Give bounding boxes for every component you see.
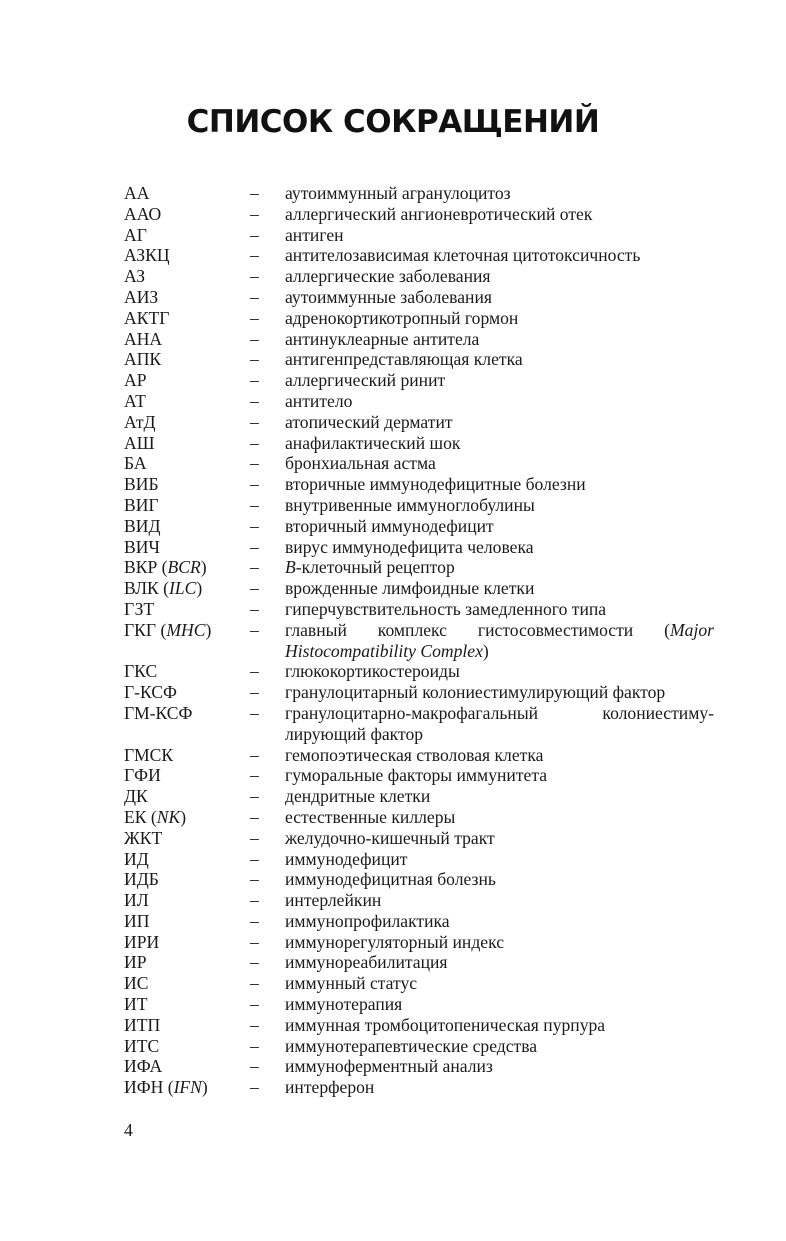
abbreviation-definition: иммунодефицитная болезнь bbox=[285, 869, 496, 890]
abbreviation-row bbox=[124, 474, 714, 495]
dash-separator: – bbox=[250, 973, 259, 994]
abbreviation-row bbox=[124, 412, 714, 433]
abbreviation-row bbox=[124, 765, 714, 786]
abbreviation-definition: иммунодефицит bbox=[285, 848, 408, 869]
abbreviation-definition: B-клеточный рецептор bbox=[285, 557, 455, 578]
dash-separator: – bbox=[250, 890, 259, 911]
abbreviation-term: ГКС bbox=[124, 661, 158, 682]
dash-separator: – bbox=[250, 827, 259, 848]
abbreviation-row bbox=[124, 661, 714, 682]
abbreviation-definition: иммунорегуляторный индекс bbox=[285, 931, 505, 952]
abbreviation-row bbox=[124, 204, 714, 225]
abbreviation-row bbox=[124, 682, 714, 703]
abbreviation-term: ВИБ bbox=[124, 474, 159, 495]
abbreviation-definition: гуморальные факторы иммунитета bbox=[285, 765, 548, 786]
abbreviation-row bbox=[124, 495, 714, 516]
abbreviation-term: ААО bbox=[124, 203, 162, 224]
abbreviation-term: АР bbox=[124, 370, 147, 391]
dash-separator: – bbox=[250, 765, 259, 786]
abbreviation-term: ДК bbox=[124, 786, 148, 807]
dash-separator: – bbox=[250, 203, 259, 224]
abbreviation-term: ЖКТ bbox=[124, 827, 163, 848]
dash-separator: – bbox=[250, 952, 259, 973]
dash-separator: – bbox=[250, 307, 259, 328]
abbreviation-definition: дендритные клетки bbox=[285, 786, 431, 807]
abbreviation-term: ГЗТ bbox=[124, 598, 155, 619]
abbreviation-row bbox=[124, 1077, 714, 1098]
abbreviation-term: ВИГ bbox=[124, 494, 159, 515]
abbreviation-definition: интерлейкин bbox=[285, 890, 382, 911]
abbreviation-row bbox=[124, 391, 714, 412]
abbreviation-latin: NK bbox=[156, 806, 181, 827]
abbreviation-row bbox=[124, 433, 714, 454]
dash-separator: – bbox=[250, 245, 259, 266]
abbreviation-definition: атопический дерматит bbox=[285, 411, 453, 432]
abbreviation-term: ВИД bbox=[124, 515, 161, 536]
abbreviation-term: АНА bbox=[124, 328, 163, 349]
dash-separator: – bbox=[250, 474, 259, 495]
abbreviation-term: АГ bbox=[124, 224, 147, 245]
dash-separator: – bbox=[250, 453, 259, 474]
abbreviation-term: БА bbox=[124, 453, 147, 474]
abbreviation-definition: аллергические заболевания bbox=[285, 266, 491, 287]
dash-separator: – bbox=[250, 619, 259, 640]
abbreviation-row bbox=[124, 308, 714, 329]
abbreviation-term: ИТП bbox=[124, 1014, 161, 1035]
dash-separator: – bbox=[250, 910, 259, 931]
abbreviation-term: ИД bbox=[124, 848, 149, 869]
abbreviation-list bbox=[124, 183, 714, 1098]
abbreviation-term: АЗКЦ bbox=[124, 245, 170, 266]
abbreviation-definition: иммунный статус bbox=[285, 973, 418, 994]
dash-separator: – bbox=[250, 349, 259, 370]
abbreviation-definition: антиген bbox=[285, 224, 344, 245]
abbreviation-row bbox=[124, 453, 714, 474]
abbreviation-term: ИП bbox=[124, 910, 150, 931]
abbreviation-row bbox=[124, 266, 714, 287]
dash-separator: – bbox=[250, 702, 259, 723]
abbreviation-term: ИФА bbox=[124, 1056, 163, 1077]
abbreviation-term: ИДБ bbox=[124, 869, 159, 890]
abbreviation-definition: врожденные лимфоидные клетки bbox=[285, 578, 535, 599]
abbreviation-definition: аллергический ринит bbox=[285, 370, 446, 391]
abbreviation-term: ВКР (BCR) bbox=[124, 557, 207, 578]
abbreviation-definition: естественные киллеры bbox=[285, 806, 456, 827]
abbreviation-row bbox=[124, 287, 714, 308]
abbreviation-definition: анафилактический шок bbox=[285, 432, 461, 453]
dash-separator: – bbox=[250, 536, 259, 557]
dash-separator: – bbox=[250, 390, 259, 411]
abbreviation-row bbox=[124, 620, 714, 662]
abbreviation-definition: вторичный иммунодефицит bbox=[285, 515, 494, 536]
dash-separator: – bbox=[250, 557, 259, 578]
abbreviation-term: ИТ bbox=[124, 994, 148, 1015]
abbreviation-definition: адренокортикотропный гормон bbox=[285, 307, 519, 328]
abbreviation-row bbox=[124, 516, 714, 537]
dash-separator: – bbox=[250, 869, 259, 890]
abbreviation-term: ИФН (IFN) bbox=[124, 1077, 208, 1098]
abbreviation-term: АтД bbox=[124, 411, 156, 432]
abbreviation-term: АШ bbox=[124, 432, 155, 453]
abbreviation-definition: главный комплекс гистосовместимости (Major Histocompatibility Complex) bbox=[285, 619, 714, 661]
abbreviation-definition: аллергический ангионевротический отек bbox=[285, 203, 593, 224]
dash-separator: – bbox=[250, 1035, 259, 1056]
dash-separator: – bbox=[250, 515, 259, 536]
abbreviation-definition: бронхиальная астма bbox=[285, 453, 436, 474]
page-title: СПИСОК СОКРАЩЕНИЙ bbox=[186, 104, 600, 140]
abbreviation-definition: гемопоэтическая стволовая клетка bbox=[285, 744, 544, 765]
abbreviation-row bbox=[124, 225, 714, 246]
dash-separator: – bbox=[250, 224, 259, 245]
dash-separator: – bbox=[250, 848, 259, 869]
dash-separator: – bbox=[250, 661, 259, 682]
abbreviation-definition: желудочно-кишечный тракт bbox=[285, 827, 495, 848]
abbreviation-row bbox=[124, 1036, 714, 1057]
abbreviation-term: ГКГ (MHC) bbox=[124, 619, 212, 640]
dash-separator: – bbox=[250, 183, 259, 203]
abbreviation-term: ВИЧ bbox=[124, 536, 160, 557]
abbreviation-row bbox=[124, 994, 714, 1015]
dash-separator: – bbox=[250, 266, 259, 287]
abbreviation-latin: BCR bbox=[167, 557, 201, 578]
abbreviation-row bbox=[124, 557, 714, 578]
abbreviation-latin: MHC bbox=[166, 619, 206, 640]
abbreviation-definition: иммунореабилитация bbox=[285, 952, 448, 973]
abbreviation-term: АЗ bbox=[124, 266, 146, 287]
dash-separator: – bbox=[250, 994, 259, 1015]
abbreviation-row bbox=[124, 849, 714, 870]
abbreviation-definition: иммунопрофилактика bbox=[285, 910, 450, 931]
dash-separator: – bbox=[250, 786, 259, 807]
dash-separator: – bbox=[250, 411, 259, 432]
abbreviation-term: ИС bbox=[124, 973, 149, 994]
abbreviation-row bbox=[124, 973, 714, 994]
abbreviation-term: Г-КСФ bbox=[124, 682, 177, 703]
dash-separator: – bbox=[250, 682, 259, 703]
abbreviation-definition: антинуклеарные антитела bbox=[285, 328, 480, 349]
dash-separator: – bbox=[250, 1077, 259, 1098]
dash-separator: – bbox=[250, 598, 259, 619]
abbreviation-definition: иммунотерапевтические средства bbox=[285, 1035, 538, 1056]
abbreviation-row bbox=[124, 370, 714, 391]
abbreviation-definition: внутривенные иммуноглобулины bbox=[285, 494, 535, 515]
dash-separator: – bbox=[250, 370, 259, 391]
page-number: 4 bbox=[124, 1120, 133, 1140]
dash-separator: – bbox=[250, 744, 259, 765]
abbreviation-row bbox=[124, 828, 714, 849]
dash-separator: – bbox=[250, 432, 259, 453]
dash-separator: – bbox=[250, 806, 259, 827]
abbreviation-definition: интерферон bbox=[285, 1077, 375, 1098]
abbreviation-term: ГМ-КСФ bbox=[124, 702, 193, 723]
abbreviation-definition: иммунотерапия bbox=[285, 994, 403, 1015]
abbreviation-definition: глюкокортикостероиды bbox=[285, 661, 460, 682]
abbreviation-definition: вирус иммунодефицита человека bbox=[285, 536, 534, 557]
abbreviation-row bbox=[124, 537, 714, 558]
abbreviation-row bbox=[124, 911, 714, 932]
abbreviation-term: АКТГ bbox=[124, 307, 170, 328]
abbreviation-term: ЕК (NK) bbox=[124, 806, 187, 827]
abbreviation-term: АТ bbox=[124, 390, 146, 411]
abbreviation-row bbox=[124, 1056, 714, 1077]
dash-separator: – bbox=[250, 578, 259, 599]
dash-separator: – bbox=[250, 1056, 259, 1077]
abbreviation-row bbox=[124, 807, 714, 828]
abbreviation-row bbox=[124, 183, 714, 204]
abbreviation-row bbox=[124, 890, 714, 911]
abbreviation-row bbox=[124, 1015, 714, 1036]
abbreviation-definition: гранулоцитарный колониестимулирующий фактор bbox=[285, 682, 666, 703]
dash-separator: – bbox=[250, 286, 259, 307]
abbreviation-term: ИРИ bbox=[124, 931, 160, 952]
abbreviation-term: АА bbox=[124, 183, 150, 203]
abbreviation-term: ВЛК (ILC) bbox=[124, 578, 203, 599]
abbreviation-definition: антителозависимая клеточная цитотоксичность bbox=[285, 245, 641, 266]
abbreviation-row bbox=[124, 703, 714, 745]
abbreviation-term: АПК bbox=[124, 349, 162, 370]
abbreviation-term: ИЛ bbox=[124, 890, 149, 911]
abbreviation-definition: гранулоцитарно-макрофагальный колониестимулирующий фактор bbox=[285, 702, 714, 744]
abbreviation-row bbox=[124, 869, 714, 890]
abbreviation-term: ГФИ bbox=[124, 765, 161, 786]
abbreviation-row bbox=[124, 245, 714, 266]
dash-separator: – bbox=[250, 1014, 259, 1035]
abbreviation-definition: антитело bbox=[285, 390, 353, 411]
abbreviation-term: АИЗ bbox=[124, 286, 159, 307]
abbreviation-definition: вторичные иммунодефицитные болезни bbox=[285, 474, 586, 495]
abbreviation-definition: иммуноферментный анализ bbox=[285, 1056, 493, 1077]
abbreviation-row bbox=[124, 952, 714, 973]
abbreviation-definition: антигенпредставляющая клетка bbox=[285, 349, 523, 370]
abbreviation-row bbox=[124, 786, 714, 807]
abbreviation-row bbox=[124, 745, 714, 766]
abbreviation-definition: аутоиммунный агранулоцитоз bbox=[285, 183, 511, 203]
abbreviation-definition: гиперчувствительность замедленного типа bbox=[285, 598, 607, 619]
abbreviation-latin: IFN bbox=[173, 1077, 202, 1098]
abbreviation-term: ИТС bbox=[124, 1035, 160, 1056]
abbreviation-row bbox=[124, 578, 714, 599]
dash-separator: – bbox=[250, 494, 259, 515]
abbreviation-definition: аутоиммунные заболевания bbox=[285, 286, 492, 307]
abbreviation-term: ИР bbox=[124, 952, 147, 973]
dash-separator: – bbox=[250, 328, 259, 349]
abbreviation-term: ГМСК bbox=[124, 744, 174, 765]
abbreviation-row bbox=[124, 599, 714, 620]
abbreviation-row bbox=[124, 329, 714, 350]
abbreviation-latin: ILC bbox=[169, 578, 197, 599]
abbreviation-row bbox=[124, 349, 714, 370]
abbreviation-row bbox=[124, 932, 714, 953]
abbreviation-definition: иммунная тромбоцитопеническая пурпура bbox=[285, 1014, 606, 1035]
dash-separator: – bbox=[250, 931, 259, 952]
